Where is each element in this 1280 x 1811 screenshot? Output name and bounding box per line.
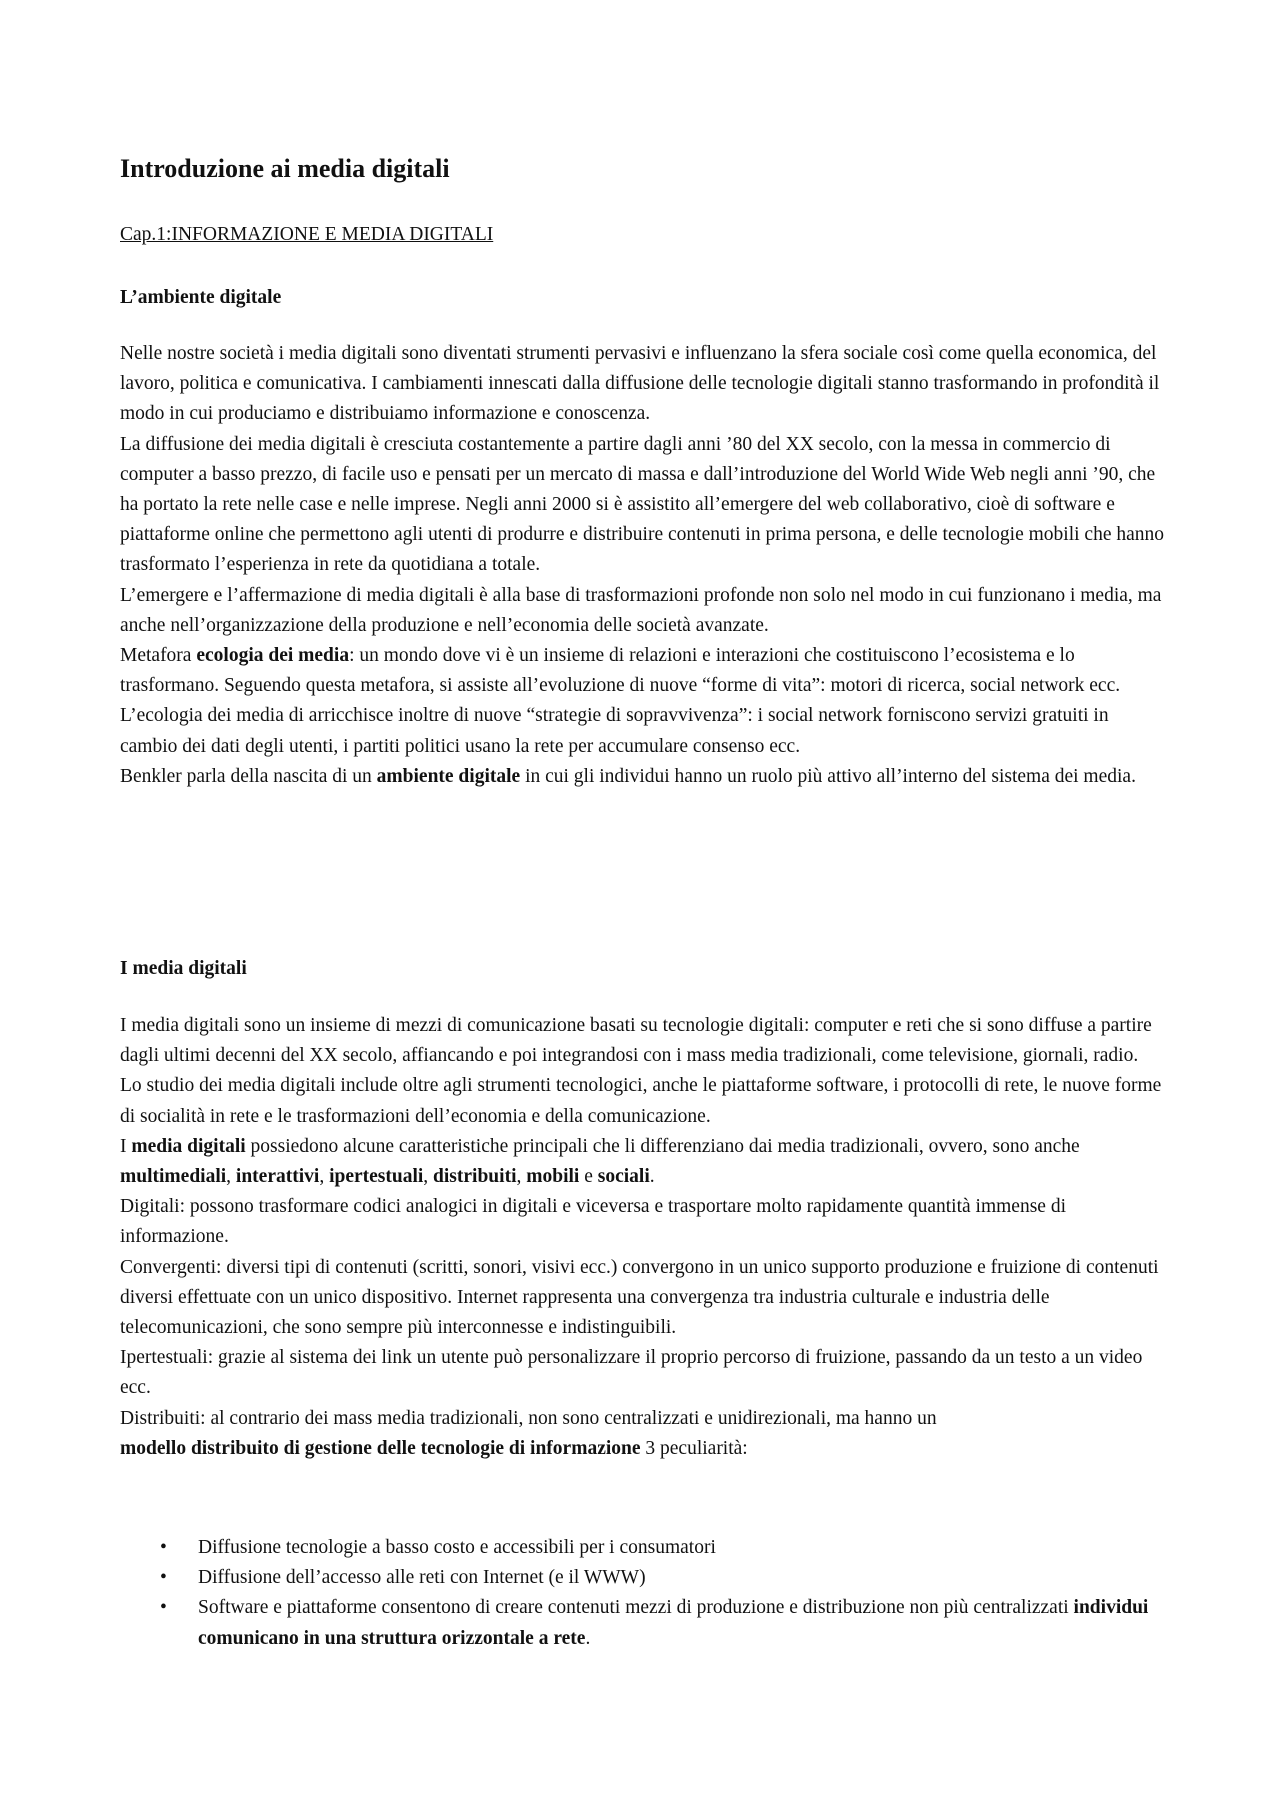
- list-item: [120, 1593, 1170, 1653]
- text-run: possiedono alcune caratteristiche principali che li differenziano dai media tradizionali, ovvero, sono anche: [245, 1135, 1080, 1157]
- bold-term: modello distribuito di gestione delle tecnologie di informazione: [120, 1437, 641, 1459]
- paragraph: Ipertestuali: grazie al sistema dei link un utente può personalizzare il proprio percorso di fruizione, passando da un testo a un video ecc.: [120, 1347, 1143, 1399]
- text-run: Software e piattaforme consentono di creare contenuti mezzi di produzione e distribuzione non più centralizzati: [198, 1597, 1074, 1619]
- document-title: Introduzione ai media digitali: [120, 154, 450, 183]
- bold-term: distribuiti: [433, 1166, 517, 1188]
- paragraph: Distribuiti: al contrario dei mass media tradizionali, non sono centralizzati e unidirezionali, ma hanno un: [120, 1407, 937, 1429]
- bold-term: ipertestuali: [329, 1166, 424, 1188]
- text-run: .: [649, 1166, 655, 1188]
- list-item: [120, 1563, 1170, 1593]
- bold-term: ecologia dei media: [196, 645, 350, 667]
- bullet-icon: •: [160, 1567, 167, 1589]
- bold-term: media digitali: [131, 1135, 246, 1157]
- text-run: 3 peculiarità:: [640, 1437, 748, 1459]
- text-run: Benkler parla della nascita di un: [120, 765, 377, 787]
- text-run: e: [579, 1166, 598, 1188]
- text-run: ,: [319, 1166, 330, 1188]
- text-run: I: [120, 1135, 132, 1157]
- text-run: : un mondo dove vi è un insieme di relazioni e interazioni che costituiscono l’ecosistema e lo trasformano. Seguendo questa metafora, si assiste all’evoluzione di nuove “forme di vita”: motori di ricerca, social network ecc. L’ecologia dei media di arricchisce inoltre di nuove “strategie di sopravvivenza”: i social network forniscono servizi gratuiti in cambio dei dati degli utenti, i partiti politici usano la rete per accumulare consenso ecc.: [120, 645, 1121, 757]
- paragraph: Convergenti: diversi tipi di contenuti (scritti, sonori, visivi ecc.) convergono in un unico supporto produzione e fruizione di contenuti diversi effettuate con un unico dispositivo. Internet rappresenta una convergenza tra industria culturale e industria delle telecomunicazioni, che sono sempre più interconnesse e indistinguibili.: [120, 1256, 1159, 1339]
- text-run: ,: [423, 1166, 434, 1188]
- bullet-list: [120, 1533, 1170, 1654]
- paragraph: Nelle nostre società i media digitali sono diventati strumenti pervasivi e influenzano la sfera sociale così come quella economica, del lavoro, politica e comunicativa. I cambiamenti innescati dalla diffusione delle tecnologie digitali stanno trasformando in profondità il modo in cui produciamo e distribuiamo informazione e conoscenza.: [120, 343, 1160, 425]
- bold-term: multimediali: [120, 1166, 227, 1188]
- paragraph: [120, 1132, 1170, 1192]
- paragraph: [120, 641, 1170, 762]
- section-heading-ambiente: L’ambiente digitale: [120, 287, 282, 308]
- bold-term: individui comunicano in una struttura orizzontale a rete: [198, 1597, 1149, 1649]
- text-run: ,: [516, 1166, 527, 1188]
- section-heading-media-digitali: I media digitali: [120, 958, 247, 979]
- paragraph: Digitali: possono trasformare codici analogici in digitali e viceversa e trasportare molto rapidamente quantità immense di informazione.: [120, 1196, 1066, 1248]
- text-run: Metafora: [120, 645, 197, 667]
- bold-term: sociali: [597, 1166, 650, 1188]
- paragraph: [120, 1434, 1170, 1464]
- section-ambiente-body: [120, 339, 1170, 792]
- paragraph: Lo studio dei media digitali include oltre agli strumenti tecnologici, anche le piattaforme software, i protocolli di rete, le nuove forme di socialità in rete e le trasformazioni dell’economia e della comunicazione.: [120, 1075, 1162, 1127]
- text-run: in cui gli individui hanno un ruolo più attivo all’interno del sistema dei media.: [520, 765, 1136, 787]
- bold-term: ambiente digitale: [376, 765, 521, 787]
- chapter-heading: Cap.1:INFORMAZIONE E MEDIA DIGITALI: [120, 224, 494, 245]
- bold-term: interattivi: [235, 1166, 320, 1188]
- section-media-digitali-body: [120, 1011, 1170, 1464]
- text-run: ,: [226, 1166, 236, 1188]
- list-item-text: Diffusione dell’accesso alle reti con Internet (e il WWW): [198, 1567, 646, 1589]
- list-item: [120, 1533, 1170, 1563]
- paragraph: [120, 762, 1170, 792]
- paragraph: L’emergere e l’affermazione di media digitali è alla base di trasformazioni profonde non solo nel modo in cui funzionano i media, ma anche nell’organizzazione della produzione e nell’economia delle società avanzate.: [120, 584, 1162, 636]
- list-item-text: Diffusione tecnologie a basso costo e accessibili per i consumatori: [198, 1537, 716, 1558]
- paragraph: I media digitali sono un insieme di mezzi di comunicazione basati su tecnologie digitali: computer e reti che si sono diffuse a partire dagli ultimi decenni del XX secolo, affiancando e poi integrandosi con i mass media tradizionali, come televisione, giornali, radio.: [120, 1015, 1152, 1067]
- bullet-icon: •: [160, 1597, 167, 1619]
- paragraph: La diffusione dei media digitali è cresciuta costantemente a partire dagli anni ’80 del XX secolo, con la messa in commercio di computer a basso prezzo, di facile uso e pensati per un mercato di massa e dall’introduzione del World Wide Web negli anni ’90, che ha portato la rete nelle case e nelle imprese. Negli anni 2000 si è assistito all’emergere del web collaborativo, cioè di software e piattaforme online che permettono agli utenti di produrre e distribuire contenuti in prima persona, e delle tecnologie mobili che hanno trasformato l’esperienza in rete da quotidiana a totale.: [120, 433, 1165, 576]
- bullet-icon: •: [160, 1537, 167, 1558]
- bold-term: mobili: [526, 1166, 580, 1188]
- text-run: .: [585, 1627, 591, 1649]
